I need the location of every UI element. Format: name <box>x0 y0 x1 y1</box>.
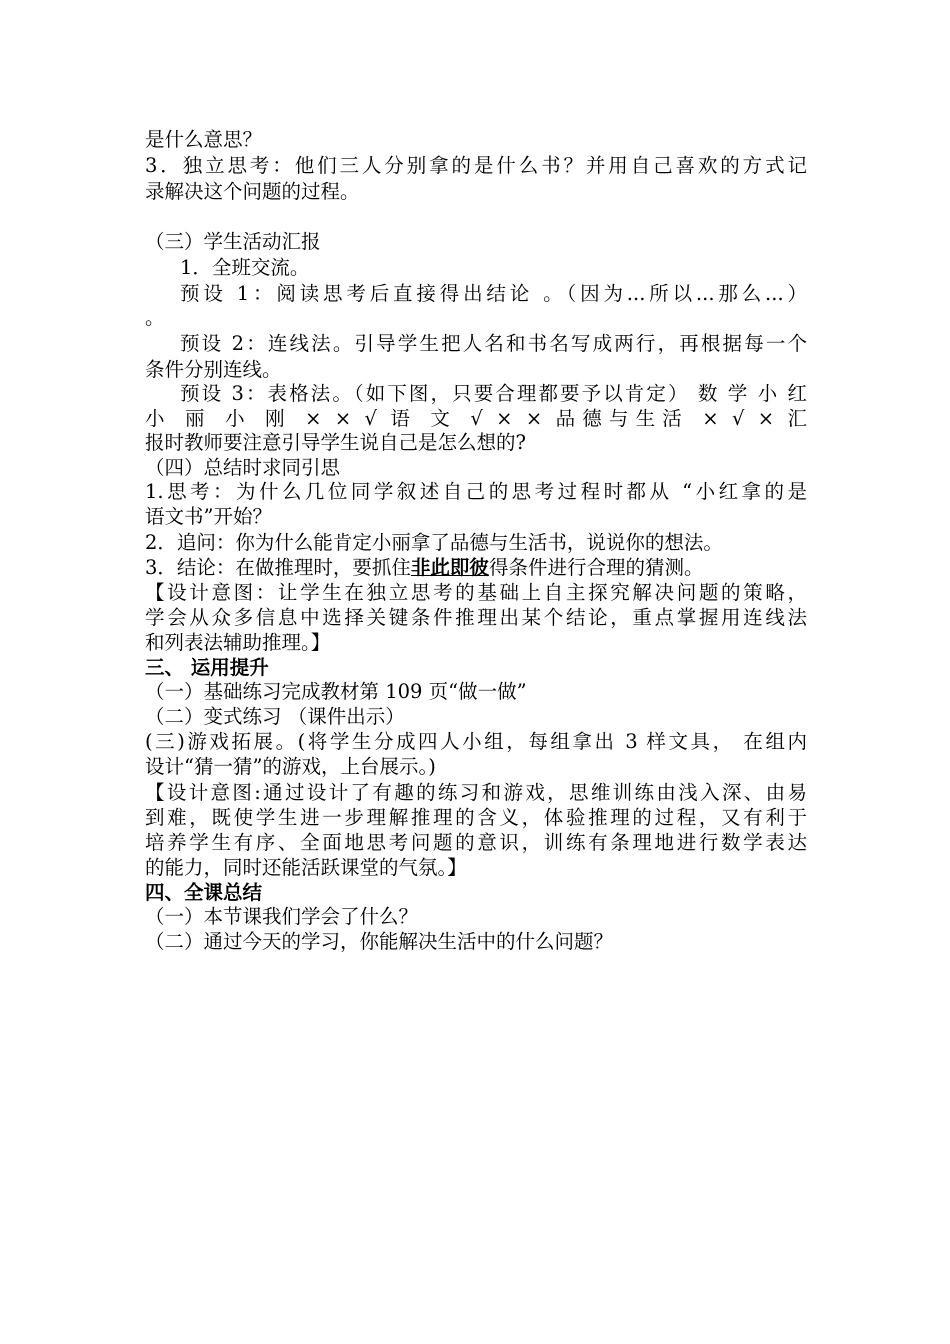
text-line: （二）通过今天的学习，你能解决生活中的什么问题？ <box>145 930 614 953</box>
emphasis-keyword: 非此即彼 <box>410 556 489 579</box>
text-line: 1.思考：为什么几位同学叙述自己的思考过程时都从 “小红拿的是 <box>145 480 807 503</box>
text-line: 和列表法辅助推理。】 <box>145 631 331 654</box>
text-line: 到难，既使学生进一步理解推理的含义，体验推理的过程，又有利于 <box>145 806 807 829</box>
text-line: 培养学生有序、全面地思考问题的意识，训练有条理地进行数学表达 <box>145 831 807 854</box>
section-heading: 三、 运用提升 <box>145 656 269 679</box>
text-line: 报时教师要注意引导学生说自己是怎么想的? <box>145 431 526 454</box>
text-line: (三)游戏拓展。(将学生分成四人小组，每组拿出 3 样文具， 在组内 <box>145 730 807 753</box>
text-line: 2．追问：你为什么能肯定小丽拿了品德与生活书，说说你的想法。 <box>145 531 723 554</box>
text-run: 3．结论：在做推理时，要抓住 <box>145 556 411 579</box>
text-line: （一）本节课我们学会了什么？ <box>145 905 419 928</box>
text-line: 是什么意思？ <box>145 128 263 151</box>
section-heading: （四）总结时求同引思 <box>145 456 341 479</box>
text-line: 预设 2：连线法。引导学生把人名和书名写成两行，再根据每一个 <box>180 332 807 355</box>
text-line: 预设 1：阅读思考后直接得出结论 。（因为...所以...那么...） <box>180 282 807 305</box>
text-line: 设计“猜一猜”的游戏，上台展示。) <box>145 755 436 778</box>
text-line: 【设计意图：让学生在独立思考的基础上自主探究解决问题的策略， <box>145 581 807 604</box>
text-line: 。 <box>145 306 165 329</box>
section-heading: 四、全课总结 <box>145 881 263 904</box>
text-line: 1．全班交流。 <box>180 256 310 279</box>
text-line: 3．独立思考：他们三人分别拿的是什么书？并用自己喜欢的方式记 <box>145 154 807 177</box>
text-line: 小 丽 小 刚 × × √ 语 文 √ × × 品德与生活 × √ × 汇 <box>145 407 807 430</box>
text-line: 的能力，同时还能活跃课堂的气氛。】 <box>145 856 467 879</box>
text-line: （二）变式练习 （课件出示） <box>145 705 405 728</box>
text-line <box>145 555 807 581</box>
section-heading: （三）学生活动汇报 <box>145 230 321 253</box>
text-line: 预设 3：表格法。（如下图，只要合理都要予以肯定） 数 学 小 红 <box>180 382 807 405</box>
text-line: 录解决这个问题的过程。 <box>145 180 360 203</box>
text-line: （一）基础练习完成教材第 109 页“做一做” <box>145 680 527 703</box>
text-line: 语文书”开始？ <box>145 505 272 528</box>
text-line: 【设计意图:通过设计了有趣的练习和游戏，思维训练由浅入深、由易 <box>145 781 807 804</box>
text-line: 条件分别连线。 <box>145 358 282 381</box>
text-run: 得条件进行合理的猜测。 <box>488 556 704 579</box>
text-line: 学会从众多信息中选择关键条件推理出某个结论，重点掌握用连线法 <box>145 606 807 629</box>
